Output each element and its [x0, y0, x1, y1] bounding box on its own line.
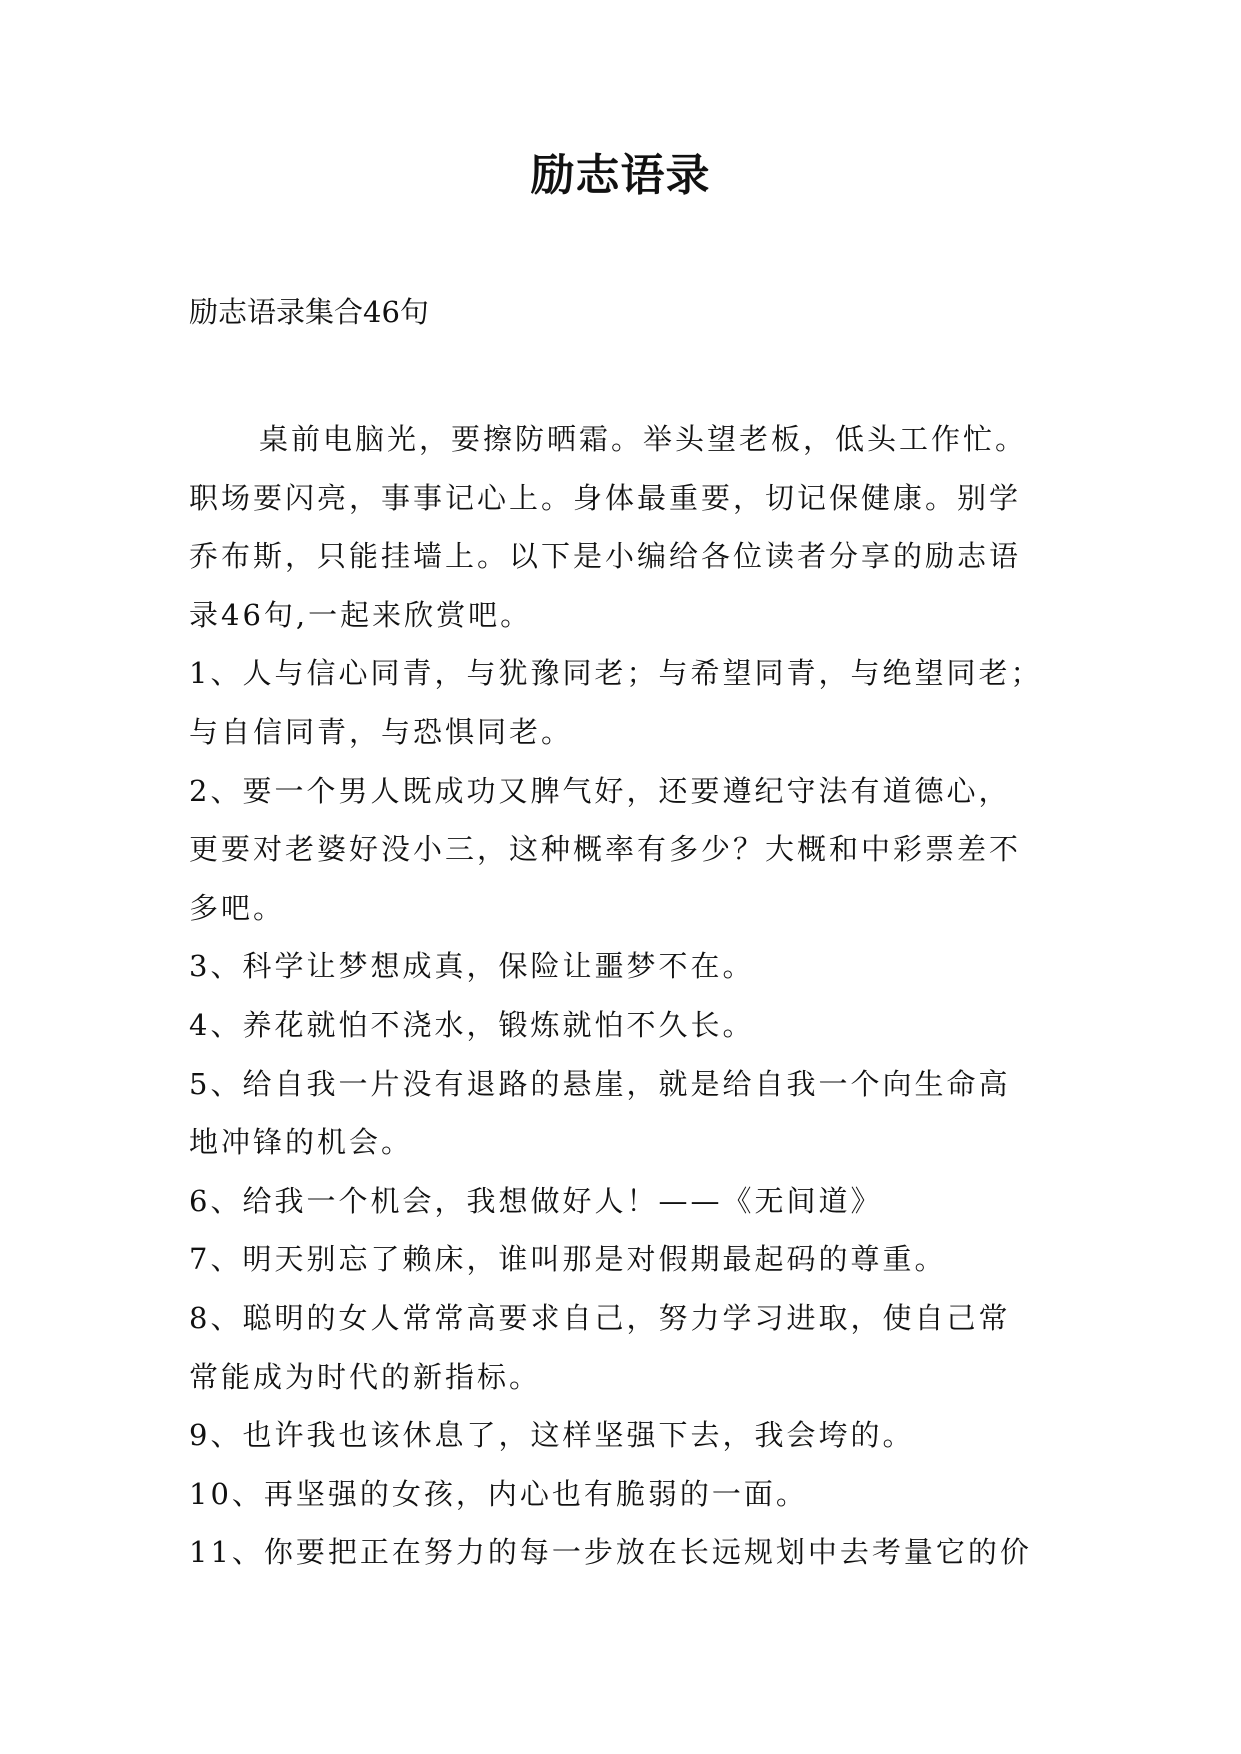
body-text — [189, 410, 1069, 1582]
text-line: 9、也许我也该休息了，这样坚强下去，我会垮的。 — [189, 1418, 915, 1453]
text-line: 6、给我一个机会，我想做好人！——《无间道》 — [189, 1183, 883, 1218]
text-line: 录46句,一起来欣赏吧。 — [189, 597, 533, 632]
text-line: 3、科学让梦想成真，保险让噩梦不在。 — [189, 949, 755, 984]
text-line: 多吧。 — [189, 890, 286, 925]
subtitle: 励志语录集合46句 — [189, 295, 429, 329]
text-line: 更要对老婆好没小三，这种概率有多少？大概和中彩票差不 — [189, 832, 1022, 867]
text-line: 11、你要把正在努力的每一步放在长远规划中去考量它的价 — [189, 1535, 1032, 1570]
text-line: 4、养花就怕不浇水，锻炼就怕不久长。 — [189, 1007, 755, 1042]
text-line: 地冲锋的机会。 — [189, 1125, 414, 1160]
text-line: 5、给自我一片没有退路的悬崖，就是给自我一个向生命高 — [189, 1066, 1011, 1101]
text-line: 桌前电脑光，要擦防晒霜。举头望老板，低头工作忙。 — [259, 422, 1028, 456]
text-line: 乔布斯，只能挂墙上。以下是小编给各位读者分享的励志语 — [189, 539, 1022, 574]
text-line: 与自信同青，与恐惧同老。 — [189, 714, 574, 749]
text-line: 职场要闪亮，事事记心上。身体最重要，切记保健康。别学 — [189, 480, 1022, 515]
text-line: 10、再坚强的女孩，内心也有脆弱的一面。 — [189, 1476, 808, 1511]
text-line: 7、明天别忘了赖床，谁叫那是对假期最起码的尊重。 — [189, 1242, 947, 1277]
text-line: 1、人与信心同青，与犹豫同老；与希望同青，与绝望同老； — [189, 656, 1043, 691]
text-line: 2、要一个男人既成功又脾气好，还要遵纪守法有道德心， — [189, 773, 1011, 808]
page-title: 励志语录 — [530, 150, 711, 201]
text-line: 8、聪明的女人常常高要求自己，努力学习进取，使自己常 — [189, 1300, 1011, 1335]
text-line: 常能成为时代的新指标。 — [189, 1359, 542, 1394]
